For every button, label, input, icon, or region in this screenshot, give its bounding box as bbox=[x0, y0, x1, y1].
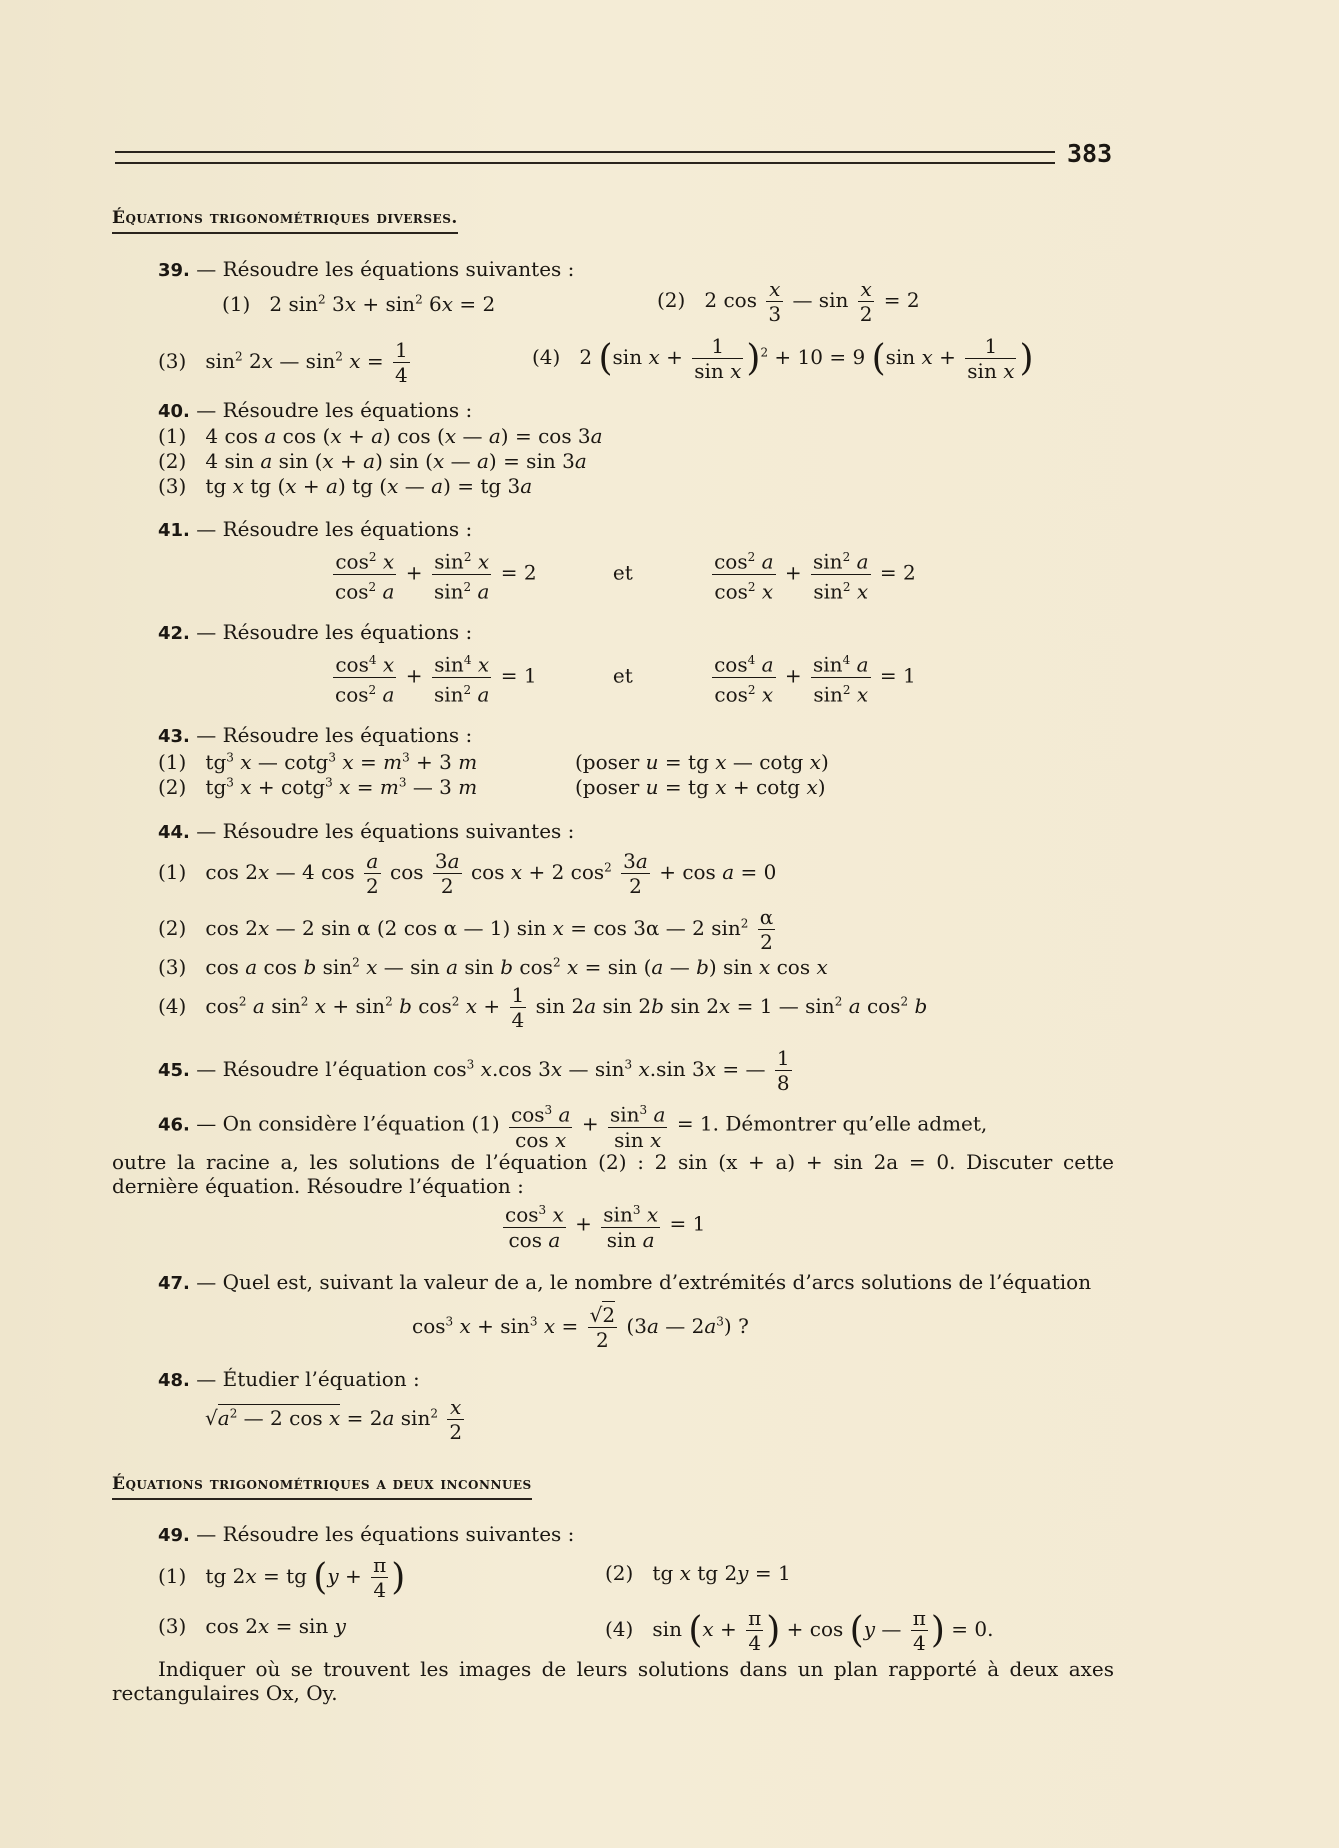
equation-49-4: (4) sin (x + $\frac{\pi}{4}$ ) + cos (y — $\frac{\pi}{4}$ ) = 0. bbox=[605, 1606, 994, 1655]
problem-number: 46. bbox=[158, 1114, 190, 1136]
problem-intro: — Résoudre les équations suivantes : bbox=[196, 819, 575, 843]
problem-43-heading bbox=[158, 723, 472, 747]
problem-41-heading bbox=[158, 517, 472, 541]
problem-49-text: Indiquer où se trouvent les images de leurs solutions dans un plan rapporté à deux axes rectangulaires Ox, Oy. bbox=[112, 1657, 1114, 1705]
equation-40-3: (3) tg x tg (x + a) tg (x — a) = tg 3a bbox=[158, 474, 533, 498]
section-heading-diverses: Équations trigonométriques diverses. bbox=[112, 208, 458, 234]
problem-40-heading bbox=[158, 398, 472, 422]
problem-46-text: outre la racine a, les solutions de l’équation (2) : 2 sin (x + a) + sin 2a = 0. Discuter cette dernière équation. Résoudre l’équation : bbox=[112, 1150, 1114, 1198]
problem-intro: — Résoudre les équations : bbox=[196, 620, 473, 644]
problem-46-tail: = 1. Démontrer qu’elle admet, bbox=[676, 1111, 988, 1136]
equation-44-3: (3) cos a cos b $\sin^2 x$ — sin a sin b $\cos^2 x = \sin (a$ — b) sin x cos x bbox=[158, 955, 828, 979]
equation-39-1: (1) 2 $\sin^2 3x + \sin^2 6x = 2$ bbox=[222, 292, 496, 316]
equation-44-4: (4) $\cos^2 a$ $\sin^2 x + \sin^2 b$ $\cos^2 x$ + $\frac{1}{4}$ sin 2a sin 2b sin 2x = 1 — $\sin^2 a$ $\cos^2 b$ bbox=[158, 983, 928, 1032]
equation-40-2: (2) 4 sin a sin (x + a) sin (x — a) = sin 3a bbox=[158, 449, 587, 473]
hint-43-2: (poser u = tg x + cotg x) bbox=[575, 775, 826, 799]
equation-41: $\frac{\cos^2 x}{\cos^2 a}$ + $\frac{\sin^2 x}{\sin^2 a}$ = 2 et $\frac{\cos^2 a}{\cos^2 x}$ + $\frac{\sin^2 a}{\sin^2 x}$ = 2 bbox=[335, 549, 916, 604]
equation-39-4: (4) 2 (sin x + $\frac{1}{\text{sin x}}$ )$^2$ + 10 = 9 (sin x + $\frac{1}{\text{sin x}}$ ) bbox=[532, 334, 1034, 383]
problem-48-heading bbox=[158, 1367, 420, 1391]
problem-47-heading bbox=[158, 1270, 1091, 1294]
equation-42: $\frac{\cos^4 x}{\cos^2 a}$ + $\frac{\sin^4 x}{\sin^2 a}$ = 1 et $\frac{\cos^4 a}{\cos^2 x}$ + $\frac{\sin^4 a}{\sin^2 x}$ = 1 bbox=[335, 652, 916, 707]
problem-number: 44. bbox=[158, 822, 190, 843]
problem-number: 43. bbox=[158, 726, 190, 747]
problem-intro: — Résoudre les équations suivantes : bbox=[196, 257, 575, 281]
problem-intro: — On considère l’équation (1) bbox=[196, 1111, 500, 1136]
problem-number: 39. bbox=[158, 260, 190, 281]
problem-42-heading bbox=[158, 620, 472, 644]
equation-46-display: $\frac{\cos^3 x}{\text{cos a}}$ + $\frac{\sin^3 x}{\text{sin a}}$ = 1 bbox=[505, 1202, 706, 1252]
problem-46-heading: 46. — On considère l’équation (1) $\frac{\cos^3 a}{\text{cos x}}$ + $\frac{\sin^3 a}{\text{sin x}}$ = 1. Démontrer qu’elle admet, bbox=[158, 1102, 988, 1152]
equation-47: $\cos^3 x + \sin^3 x$ = $\frac{√2}{2}$ (3a — $2a^3$) ? bbox=[412, 1303, 749, 1352]
problem-number: 49. bbox=[158, 1525, 190, 1546]
problem-intro: — Résoudre l’équation bbox=[196, 1057, 427, 1081]
problem-intro: — Résoudre les équations : bbox=[196, 517, 473, 541]
problem-intro: — Étudier l’équation : bbox=[196, 1367, 420, 1391]
problem-44-heading bbox=[158, 819, 574, 843]
problem-intro: — Résoudre les équations : bbox=[196, 723, 473, 747]
problem-number: 47. bbox=[158, 1273, 190, 1294]
equation-40-1: (1) 4 cos a cos (x + a) cos (x — a) = cos 3a bbox=[158, 424, 603, 448]
page-number: 383 bbox=[1067, 139, 1113, 168]
problem-number: 48. bbox=[158, 1370, 190, 1391]
hint-43-1: (poser u = tg x — cotg x) bbox=[575, 750, 829, 774]
problem-intro: — Résoudre les équations : bbox=[196, 398, 473, 422]
problem-45: 45. — Résoudre l’équation $\cos^3 x.\cos$ 3x — $\sin^3 x.\sin$ 3x = — $\frac{1}{8}$ bbox=[158, 1046, 790, 1095]
problem-intro: — Résoudre les équations suivantes : bbox=[196, 1522, 575, 1546]
problem-number: 45. bbox=[158, 1060, 190, 1081]
problem-number: 40. bbox=[158, 401, 190, 422]
problem-49-heading bbox=[158, 1522, 574, 1546]
equation-43-1: (1) $tg^3$ x — cotg$^3$ $x = m^3 + 3$ m bbox=[158, 750, 478, 774]
header-double-rule bbox=[115, 151, 1055, 164]
equation-49-3: (3) cos 2x = sin y bbox=[158, 1614, 346, 1638]
problem-number: 41. bbox=[158, 520, 190, 541]
equation-49-2: (2) tg x tg 2y = 1 bbox=[605, 1561, 791, 1585]
equation-49-1: (1) tg 2x = tg (y + $\frac{\pi}{4}$ ) bbox=[158, 1553, 406, 1602]
section-heading-deux-inconnues: Équations trigonométriques a deux inconnues bbox=[112, 1474, 532, 1500]
equation-39-3: (3) $\sin^2 2x$ — $\sin^2 x$ = $\frac{1}{4}$ bbox=[158, 338, 408, 387]
equation-39-2: (2) 2 cos $\frac{x}{3}$ — sin $\frac{x}{2}$ = 2 bbox=[657, 277, 920, 326]
equation-48: $√a^2$ — 2 cos x = 2a $\sin^2$ $\frac{x}{2}$ bbox=[205, 1395, 463, 1444]
equation-44-1: (1) cos 2x — 4 cos $\frac{a}{2}$ cos $\frac{3a}{2}$ cos x + 2 $\cos^2$ $\frac{3a}{2}$ + cos a = 0 bbox=[158, 849, 777, 898]
problem-number: 42. bbox=[158, 623, 190, 644]
equation-43-2: (2) $tg^3$ x + cotg$^3$ $x = m^3$ — 3 m bbox=[158, 775, 478, 799]
problem-39-heading bbox=[158, 257, 574, 281]
problem-intro: — Quel est, suivant la valeur de a, le nombre d’extrémités d’arcs solutions de l’équation bbox=[196, 1270, 1092, 1294]
equation-44-2: (2) cos 2x — 2 sin α (2 cos α — 1) sin x = cos 3α — 2 $\sin^2$ $\frac{\alpha}{2}$ bbox=[158, 905, 774, 954]
